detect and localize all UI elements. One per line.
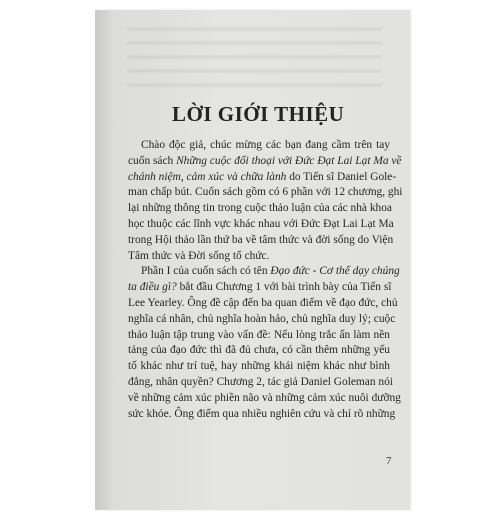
- text-line: sức khỏe. Ông điểm qua nhiều nghiên cứu và chỉ rõ những: [128, 407, 396, 420]
- text-line: tảng của đạo đức thì đã đủ chưa, có cần thêm những yếu: [128, 344, 390, 357]
- page-title: LỜI GIỚI THIỆU: [172, 102, 345, 126]
- text-line: tố khác như trí tuệ, hay những khái niệm khác như bình: [128, 360, 390, 373]
- show-through-text: [95, 16, 410, 86]
- text-line: Phần I của cuốn sách có tên Đạo đức - Cơ thể dạy chúng: [141, 265, 400, 278]
- text-line: chánh niệm, cảm xúc và chữa lành do Tiến sĩ Daniel Gole-: [128, 170, 397, 183]
- text-line: Lee Yearley. Ông đề cập đến ba quan điểm về đạo đức, chủ: [128, 296, 398, 309]
- page-number: 7: [386, 455, 392, 467]
- text-line: nghĩa cá nhân, chủ nghĩa hoàn hảo, chủ nghĩa duy lý; cuộc: [128, 312, 396, 325]
- text-line: lại những thông tin trong cuộc thảo luận của các nhà khoa: [128, 202, 392, 215]
- text-line: cuốn sách Những cuộc đối thoại với Đức Đạt Lai Lạt Ma về: [128, 154, 402, 167]
- text-line: man chấp bút. Cuốn sách gồm có 6 phần với 12 chương, ghi: [128, 186, 403, 199]
- text-line: về những cảm xúc phiền não và những cảm xúc nuôi dưỡng: [128, 391, 401, 404]
- text-line: Chào độc giả, chúc mừng các bạn đang cầm trên tay: [141, 139, 390, 151]
- body-text: [128, 138, 403, 422]
- text-line: học thuộc các lĩnh vực khác nhau với Đức Đạt Lai Lạt Ma: [128, 217, 394, 230]
- text-line: ta điều gì? bắt đầu Chương 1 với bài trình bày của Tiến sĩ: [128, 281, 392, 294]
- text-line: trong Hội thảo lần thứ ba về tâm thức và đời sống do Viện: [128, 233, 394, 246]
- text-line: đẳng, nhân quyền? Chương 2, tác giả Daniel Goleman nói: [128, 375, 393, 388]
- text-line: thảo luận tập trung vào vấn đề: Nếu lòng trắc ẩn làm nền: [128, 328, 390, 341]
- text-line: Tâm thức và Đời sống tổ chức.: [128, 249, 270, 262]
- book-page: [95, 10, 410, 510]
